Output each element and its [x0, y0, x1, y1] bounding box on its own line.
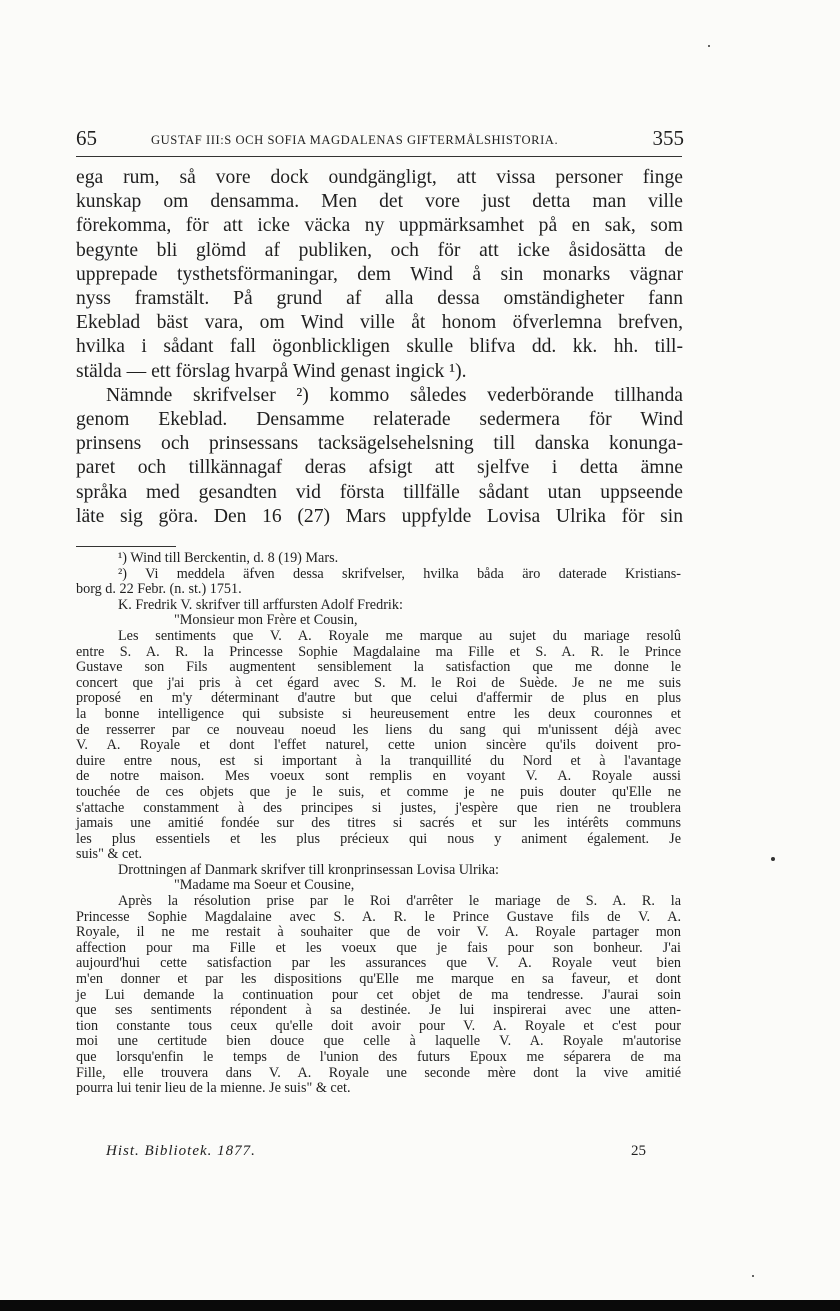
page-number-right: 355 [652, 126, 684, 150]
footnote-line: touchée de ces objets que je le suis, et comme je ne puis douter qu'Elle ne [76, 783, 681, 800]
footnote-line: je Lui demande la continuation pour cet objet de ma tendresse. J'aurai soin [76, 986, 681, 1003]
body-line: stälda — ett förslag hvarpå Wind genast ingick ¹). [76, 360, 467, 382]
footnote-line: pourra lui tenir lieu de la mienne. Je suis" & cet. [76, 1080, 351, 1097]
footnote-line: que ses sentiments répondent à sa destinée. Je lui inspirerai avec une atten- [76, 1002, 681, 1019]
page-number-left: 65 [76, 126, 97, 150]
footnote-line: ²) Vi meddela äfven dessa skrifvelser, hvilka båda äro daterade Kristians- [118, 565, 681, 582]
footnote-line: Gustave son Fils augmentent sensiblement la satisfaction que me donne le [76, 659, 681, 676]
footnote-line: "Monsieur mon Frère et Cousin, [174, 612, 358, 629]
body-line: Nämnde skrifvelser ²) kommo således vederbörande tillhanda [106, 384, 683, 406]
footnotes [76, 551, 681, 1097]
body-line: paret och tillkännagaf deras afsigt att sjelfve i detta ämne [76, 457, 683, 479]
footnote-line: K. Fredrik V. skrifver till arffursten Adolf Fredrik: [118, 596, 403, 613]
footnote-line: les plus essentiels et les plus précieux qui nous y animent également. Je [76, 830, 681, 847]
footnote-line: de resserrer par ce nouveau noeud les liens du sang qui m'unissent déjà avec [76, 721, 681, 738]
signature-mark: Hist. Bibliotek. 1877. [106, 1143, 256, 1159]
footnote-line: borg d. 22 Febr. (n. st.) 1751. [76, 581, 242, 598]
footnote-line: entre S. A. R. la Princesse Sophie Magdalaine ma Fille et S. A. R. le Prince [76, 643, 681, 660]
footnote-line: moi une certitude bien douce que celle à laquelle V. A. Royale m'autorise [76, 1033, 681, 1050]
body-line: hvilka i sådant fall ögonblickligen skulle blifva dd. kk. hh. till- [76, 336, 683, 358]
footnote-line: Après la résolution prise par le Roi d'arrêter le mariage de S. A. R. la [118, 893, 681, 910]
body-line: Ekeblad bäst vara, om Wind ville åt honom öfverlemna brefven, [76, 312, 683, 334]
footnote-line: que lorsqu'enfin le temps de l'union des futurs Epoux me séparera de ma [76, 1049, 681, 1065]
footnote-line: jamais une amitié fondée sur des titres si sacrés et sur les intérêts communs [76, 815, 681, 832]
body-line: läte sig göra. Den 16 (27) Mars uppfylde Lovisa Ulrika för sin [76, 505, 683, 527]
footnote-line: "Madame ma Soeur et Cousine, [174, 877, 355, 894]
footnote-line: V. A. Royale et dont l'effet naturel, cette union sincère qu'ils doivent pro- [76, 737, 681, 754]
footnote-rule [76, 546, 176, 547]
footnote-line: m'en donner et par les dispositions qu'Elle me marque en sa faveur, et dont [76, 971, 681, 988]
footnote-line: proposé en m'y déterminant d'autre but que celui d'affermir de plus en plus [76, 690, 681, 707]
scan-speck [752, 1275, 754, 1277]
footnote-line: la bonne intelligence qui subsiste si heureusement entre les deux couronnes et [76, 705, 681, 722]
signature-number: 25 [631, 1143, 646, 1159]
body-line: genom Ekeblad. Densamme relaterade sedermera för Wind [76, 409, 683, 431]
body-line: prinsens och prinsessans tacksägelsehelsning till danska konunga- [76, 433, 683, 455]
footnote-line: de notre maison. Mes voeux sont remplis en voyant V. A. Royale aussi [76, 768, 681, 785]
body-text [76, 166, 683, 529]
footnote-line: tion constante tous ceux qu'elle doit avoir pour V. A. Royale et c'est pour [76, 1017, 681, 1034]
running-header [76, 126, 684, 152]
body-line: upprepade tysthetsförmaningar, dem Wind å sin monarks vägnar [76, 263, 683, 285]
scan-bottom-border [0, 1300, 840, 1311]
footnote-line: concert que j'ai pris à cet égard avec S. M. le Roi de Suède. Je ne me suis [76, 674, 681, 691]
footnote-line: Drottningen af Danmark skrifver till kronprinsessan Lovisa Ulrika: [118, 861, 499, 878]
footnote-line: duire entre nous, est si important à la tranquillité du Nord et à l'avantage [76, 752, 681, 769]
body-line: nyss framstält. På grund af alla dessa omständigheter fann [76, 288, 683, 310]
footnote-line: suis" & cet. [76, 846, 143, 863]
footnote-line: Les sentiments que V. A. Royale me marque au sujet du mariage resolû [118, 627, 681, 644]
body-line: begynte bli glömd af publiken, och för att icke åsidosätta de [76, 239, 683, 261]
scan-speck [708, 45, 710, 47]
footnote-line: s'attache constamment à des principes si justes, j'espère que rien ne troublera [76, 799, 681, 816]
scan-speck [771, 857, 775, 861]
body-line: ega rum, så vore dock oundgängligt, att vissa personer finge [76, 167, 683, 188]
footnote-line: aujourd'hui cette satisfaction par les assurances que V. A. Royale veut bien [76, 955, 681, 972]
footnote-line: Royale, il ne me restait à souhaiter que de voir V. A. Royale partager mon [76, 924, 681, 941]
footnote-line: Princesse Sophie Magdalaine avec S. A. R. le Prince Gustave fils de V. A. [76, 908, 681, 925]
footnote-line: affection pour ma Fille et les voeux que je fais pour son bonheur. J'ai [76, 939, 681, 956]
footnote-line: Fille, elle trouvera dans V. A. Royale une seconde mère dont la vive amitié [76, 1064, 681, 1081]
footnote-line: ¹) Wind till Berckentin, d. 8 (19) Mars. [118, 550, 339, 566]
running-title: GUSTAF III:S OCH SOFIA MAGDALENAS GIFTERMÅLSHISTORIA. [151, 133, 559, 147]
body-line: kunskap om densamma. Men det vore just detta man ville [76, 191, 683, 213]
body-line: språka med gesandten vid första tillfälle sådant utan uppseende [76, 481, 683, 503]
header-rule [76, 156, 682, 157]
body-line: förekomma, för att icke väcka ny uppmärksamhet på en sak, som [76, 215, 683, 237]
